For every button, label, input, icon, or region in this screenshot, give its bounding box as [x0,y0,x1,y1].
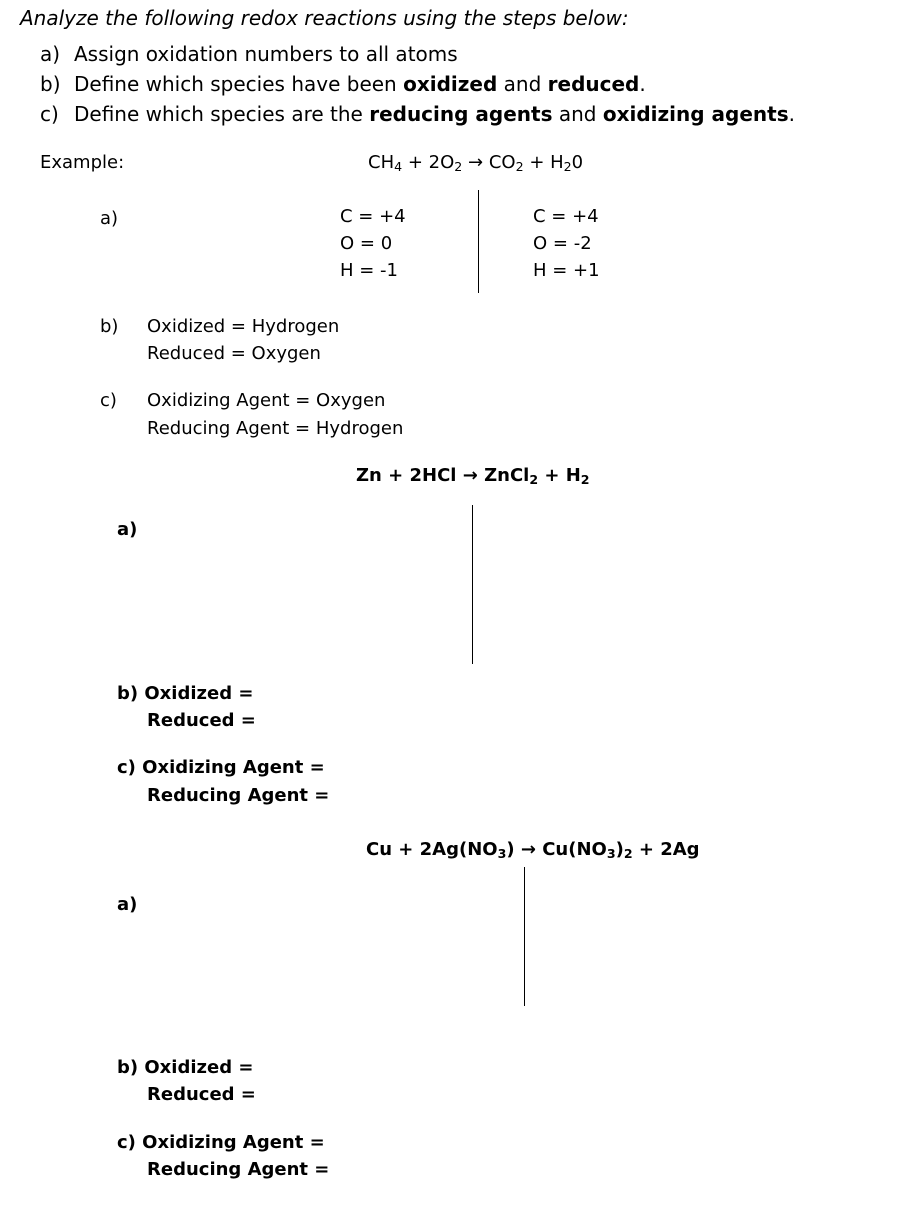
step-b-bold-oxidized: oxidized [403,72,498,96]
divider-line [478,190,479,293]
step-c-text-mid: and [552,102,603,126]
eq-reactants: Zn + 2HCl [356,465,457,486]
step-c-text: Define which species are the [74,102,370,126]
example-a-label: a) [100,208,119,229]
problem2-oxidized: b) Oxidized = [117,1057,254,1078]
example-c-label: c) [100,390,117,411]
step-b-text-mid: and [497,72,548,96]
eq-zncl: ZnCl [484,465,530,486]
eq-ch: CH [368,152,395,173]
eq-sub: 2 [563,159,572,175]
left-value-h: H = -1 [340,260,399,281]
step-c [40,102,795,126]
eq-zero: 0 [571,152,584,173]
arrow-icon: → [514,839,543,860]
eq-reactants: Cu + 2Ag(NO [366,839,498,860]
right-value-c: C = +4 [533,206,599,227]
divider-line [472,505,473,664]
step-c-bold-oxidizing: oxidizing agents [602,102,789,126]
example-b-label: b) [100,316,119,337]
eq-h: + H [538,465,581,486]
problem1-reduced: Reduced = [147,710,256,731]
example-label: Example: [40,152,125,173]
problem1-oxidized: b) Oxidized = [117,683,254,704]
problem1-oxidizing-agent: c) Oxidizing Agent = [117,757,325,778]
problem1-reducing-agent: Reducing Agent = [147,785,330,806]
right-value-o: O = -2 [533,233,592,254]
eq-sub: 2 [515,159,524,175]
step-b-text-end: . [639,72,646,96]
example-reducing-agent: Reducing Agent = Hydrogen [147,418,404,439]
problem2-reducing-agent: Reducing Agent = [147,1159,330,1180]
divider-line [524,867,525,1006]
problem2-reduced: Reduced = [147,1084,256,1105]
problem2-a-label: a) [117,894,138,915]
arrow-icon: → [456,465,485,486]
left-value-c: C = +4 [340,206,406,227]
left-value-o: O = 0 [340,233,393,254]
eq-cuno: Cu(NO [542,839,607,860]
example-oxidizing-agent: Oxidizing Agent = Oxygen [147,390,386,411]
step-a-text: Assign oxidation numbers to all atoms [74,42,458,66]
problem1-equation [356,465,590,486]
problem2-oxidizing-agent: c) Oxidizing Agent = [117,1132,325,1153]
step-c-label: c) [40,102,59,126]
eq-paren: ) [615,839,624,860]
step-b-label: b) [40,72,61,96]
eq-sub: 2 [454,159,463,175]
step-a [40,42,458,66]
example-oxidized: Oxidized = Hydrogen [147,316,340,337]
step-b [40,72,646,96]
eq-sub: 2 [580,472,590,488]
eq-sub: 4 [394,159,403,175]
instructions-title: Analyze the following redox reactions using the steps below: [20,6,629,30]
step-b-text: Define which species have been [74,72,404,96]
eq-h: + H [523,152,564,173]
step-a-label: a) [40,42,61,66]
eq-sub: 2 [529,472,539,488]
problem2-equation [366,839,700,860]
step-c-bold-reducing: reducing agents [369,102,553,126]
step-c-text-end: . [788,102,795,126]
step-b-bold-reduced: reduced [547,72,640,96]
eq-co: CO [488,152,516,173]
example-equation [368,152,583,173]
arrow-icon: → [462,152,489,173]
eq-sub: 3 [606,846,616,862]
eq-o2: + 2O [402,152,455,173]
example-reduced: Reduced = Oxygen [147,343,321,364]
problem1-a-label: a) [117,519,138,540]
eq-ag: + 2Ag [632,839,700,860]
eq-sub: 2 [623,846,633,862]
right-value-h: H = +1 [533,260,600,281]
eq-paren: ) [506,839,515,860]
eq-sub: 3 [497,846,507,862]
